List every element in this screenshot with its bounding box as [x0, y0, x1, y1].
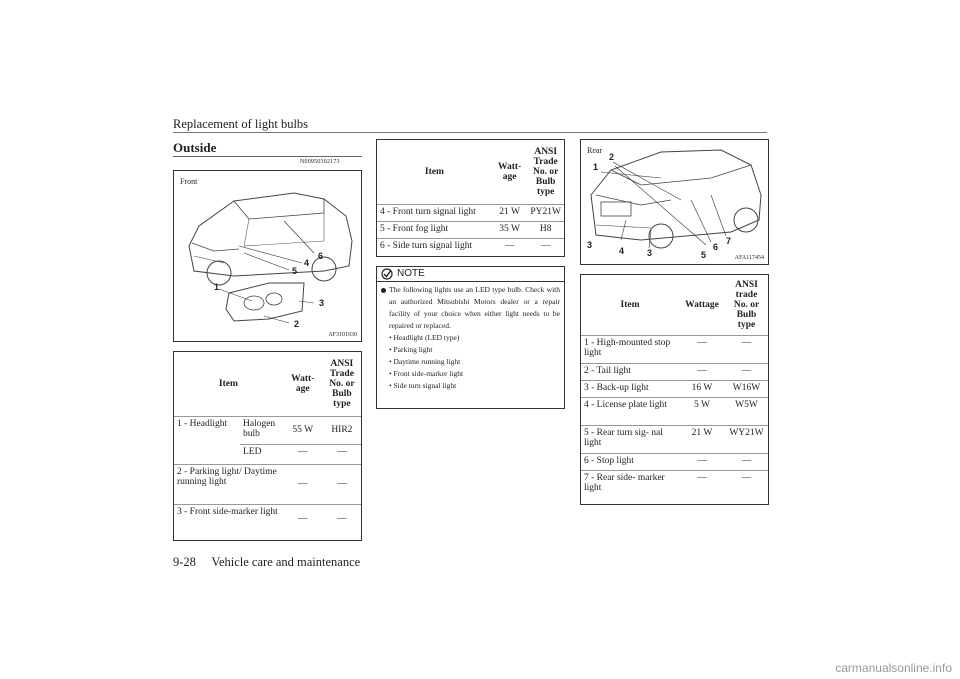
- col-wattage: Wattage: [685, 299, 719, 310]
- header-rule: [173, 132, 767, 133]
- middle-bulb-table: [376, 139, 565, 257]
- table-row: 4 - Front turn signal light 21 W PY21W: [377, 204, 564, 221]
- callout-6: 6: [318, 251, 324, 261]
- front-bulb-table: [173, 351, 362, 541]
- note-item: • Parking light: [389, 345, 433, 354]
- callout-6: 6: [713, 242, 719, 252]
- callout-3: 3: [587, 240, 593, 250]
- rear-figure-label: Rear: [587, 146, 603, 155]
- col-item: Item: [218, 378, 238, 389]
- check-note-icon: [381, 268, 393, 280]
- col-ansi: ANSI Trade No. or Bulb type: [533, 146, 559, 197]
- table-row: 6 - Side turn signal light — —: [377, 238, 564, 255]
- col-ansi: ANSI trade No. or Bulb type: [733, 279, 760, 330]
- callout-2: 2: [609, 152, 615, 162]
- note-intro: The following lights use an LED type bulb. Check with an authorized Mitsubishi Motors dealer or a repair facility of your choice when either light needs to be repaired or replaced.: [389, 285, 560, 330]
- section-rule: [173, 156, 362, 157]
- note-item: • Front side-marker light: [389, 369, 464, 378]
- table-row: 4 - License plate light 5 W W5W: [581, 397, 768, 425]
- callout-4: 4: [619, 246, 625, 256]
- callout-5: 5: [292, 266, 298, 276]
- table-row: 5 - Rear turn sig- nal light 21 W WY21W: [581, 425, 768, 453]
- callout-5: 5: [701, 250, 707, 260]
- note-item: • Daytime running light: [389, 357, 461, 366]
- front-figure-code: AF3101930: [328, 332, 357, 338]
- callout-1: 1: [214, 282, 220, 292]
- col-item: Item: [424, 166, 444, 177]
- rear-figure: [580, 139, 769, 265]
- table-row: LED — —: [174, 444, 361, 464]
- rear-figure-code: AFA117454: [734, 255, 764, 261]
- callout-3: 3: [319, 298, 325, 308]
- bullet-icon: [381, 288, 386, 293]
- callout-3b: 3: [647, 248, 653, 258]
- col-wattage: Watt-age: [291, 373, 315, 394]
- section-title: Outside: [173, 140, 217, 155]
- callout-4: 4: [304, 258, 310, 268]
- table-row: 3 - Front side-marker light — —: [174, 504, 361, 534]
- note-header: [377, 267, 564, 282]
- callout-7: 7: [726, 236, 732, 246]
- section-code: N00950302173: [300, 159, 340, 165]
- front-figure: [173, 170, 362, 342]
- col-wattage: Watt-age: [497, 161, 522, 182]
- col-ansi: ANSI Trade No. or Bulb type: [329, 358, 355, 409]
- callout-1: 1: [593, 162, 599, 172]
- rear-bulb-table: [580, 274, 769, 505]
- table-row: 3 - Back-up light 16 W W16W: [581, 380, 768, 397]
- page-number: 9-28: [173, 555, 196, 569]
- chapter-name: Vehicle care and maintenance: [211, 555, 361, 569]
- note-box: [376, 266, 565, 409]
- col-item: Item: [620, 299, 640, 310]
- table-row: 1 - Headlight Halogen bulb 55 W HIR2: [174, 416, 361, 444]
- front-car-illustration: [174, 171, 361, 341]
- note-item: • Side turn signal light: [389, 381, 457, 390]
- table-row: 7 - Rear side- marker light — —: [581, 470, 768, 498]
- page-footer: [173, 555, 360, 570]
- front-figure-label: Front: [180, 177, 198, 186]
- watermark: carmanualsonline.info: [835, 661, 952, 675]
- table-row: 6 - Stop light — —: [581, 453, 768, 470]
- table-row: 2 - Parking light/ Daytime running light — —: [174, 464, 361, 504]
- note-item: • Headlight (LED type): [389, 333, 460, 342]
- callout-2: 2: [294, 319, 300, 329]
- table-row: 2 - Tail light — —: [581, 363, 768, 380]
- page-header-title: Replacement of light bulbs: [173, 117, 309, 131]
- note-title: NOTE: [397, 268, 425, 279]
- table-row: 1 - High-mounted stop light — —: [581, 335, 768, 363]
- table-row: 5 - Front fog light 35 W H8: [377, 221, 564, 238]
